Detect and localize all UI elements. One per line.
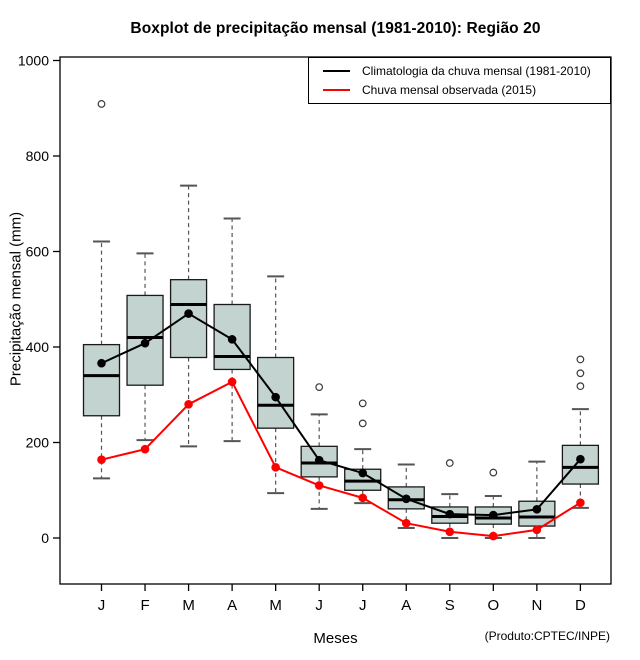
climatology-point-aug bbox=[402, 495, 410, 503]
observed-point-aug bbox=[402, 519, 410, 527]
legend-box bbox=[308, 57, 611, 104]
boxplot-dec bbox=[562, 356, 598, 508]
climatology-point-mar bbox=[185, 310, 193, 318]
boxplot-jan bbox=[84, 101, 120, 479]
legend-item-label: Climatologia da chuva mensal (1981-2010) bbox=[362, 64, 591, 78]
outlier-point bbox=[490, 469, 497, 476]
climatology-point-jan bbox=[98, 359, 106, 367]
legend-item-observed bbox=[323, 84, 610, 96]
boxplot-jun bbox=[301, 384, 337, 509]
observed-point-may bbox=[272, 464, 280, 472]
observed-point-jul bbox=[359, 494, 367, 502]
outlier-point bbox=[98, 101, 105, 108]
y-tick-label: 1000 bbox=[17, 52, 49, 69]
legend-item-climatology bbox=[323, 65, 610, 77]
x-tick-label-aug: A bbox=[401, 597, 412, 614]
x-tick-label-apr: A bbox=[227, 597, 238, 614]
climatology-point-jun bbox=[315, 456, 323, 464]
observed-point-dec bbox=[577, 499, 585, 507]
iqr-box bbox=[562, 445, 598, 484]
x-tick-label-dec: D bbox=[574, 597, 586, 614]
observed-point-apr bbox=[228, 378, 236, 386]
outlier-point bbox=[577, 383, 584, 390]
outlier-point bbox=[577, 370, 584, 377]
outlier-point bbox=[446, 460, 453, 467]
boxplot-sep bbox=[432, 460, 468, 538]
iqr-box bbox=[171, 280, 207, 358]
y-tick-label: 600 bbox=[25, 243, 49, 260]
outlier-point bbox=[359, 400, 366, 407]
outlier-point bbox=[359, 420, 366, 427]
y-axis-label: Precipitação mensal (mm) bbox=[7, 211, 25, 387]
boxplot-may bbox=[258, 276, 294, 493]
observed-point-mar bbox=[185, 401, 193, 409]
observed-point-jun bbox=[315, 482, 323, 490]
x-tick-label-may: M bbox=[269, 597, 282, 614]
observed-point-nov bbox=[533, 526, 541, 534]
chart-title: Boxplot de precipitação mensal (1981-2010): Região 20 bbox=[130, 20, 541, 37]
x-tick-label-sep: S bbox=[444, 597, 455, 614]
observed-point-sep bbox=[446, 528, 454, 536]
x-tick-label-mar: M bbox=[182, 597, 195, 614]
observed-point-feb bbox=[141, 445, 149, 453]
climatology-point-nov bbox=[533, 506, 541, 514]
climatology-point-apr bbox=[228, 336, 236, 344]
outlier-point bbox=[577, 356, 584, 363]
legend-line-sample-climatology bbox=[323, 70, 350, 72]
x-tick-label-jun: J bbox=[315, 597, 323, 614]
boxplot-oct bbox=[475, 469, 511, 538]
observed-point-jan bbox=[98, 456, 106, 464]
iqr-box bbox=[84, 345, 120, 416]
y-tick-label: 400 bbox=[25, 339, 49, 355]
y-tick-label: 800 bbox=[25, 148, 49, 164]
x-tick-label-oct: O bbox=[487, 597, 500, 614]
legend-line-sample-observed bbox=[323, 89, 350, 91]
x-axis-label: Meses bbox=[313, 630, 358, 647]
source-note: (Produto:CPTEC/INPE) bbox=[484, 629, 610, 643]
climatology-point-dec bbox=[577, 455, 585, 463]
legend-item-label: Chuva mensal observada (2015) bbox=[362, 83, 537, 97]
observed-point-oct bbox=[490, 532, 498, 540]
x-tick-label-jul: J bbox=[358, 597, 367, 614]
y-tick-label: 0 bbox=[41, 530, 49, 546]
boxplot-jul bbox=[345, 400, 381, 503]
climatology-point-feb bbox=[141, 339, 149, 347]
x-tick-label-jan: J bbox=[97, 597, 106, 614]
climatology-point-oct bbox=[490, 511, 498, 519]
climatology-point-jul bbox=[359, 469, 367, 477]
x-tick-label-feb: F bbox=[140, 597, 150, 614]
y-tick-label: 200 bbox=[25, 434, 49, 451]
climatology-point-may bbox=[272, 393, 280, 401]
outlier-point bbox=[316, 384, 323, 391]
x-tick-label-nov: N bbox=[531, 597, 543, 614]
climatology-point-sep bbox=[446, 510, 454, 518]
